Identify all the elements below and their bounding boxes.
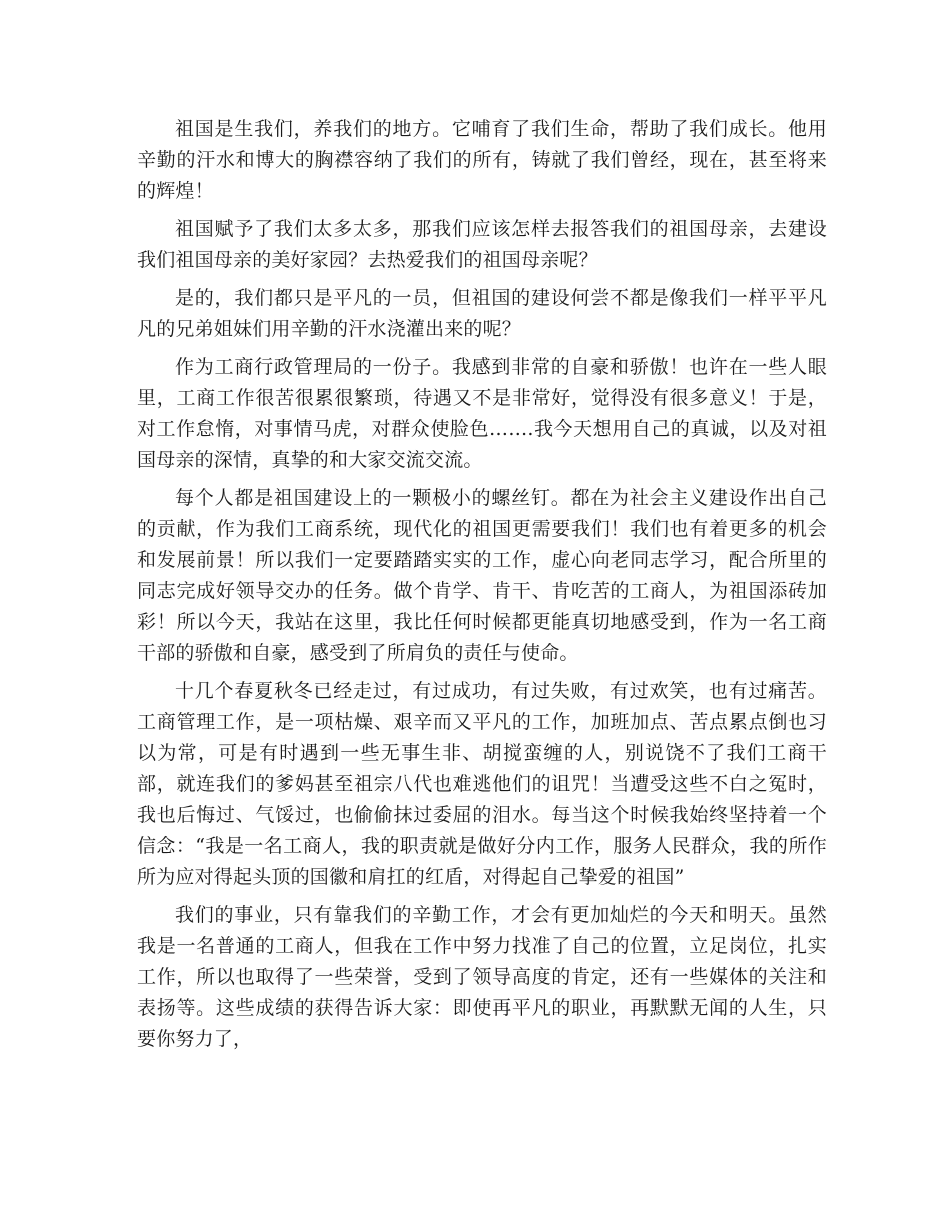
document-page — [137, 114, 827, 1055]
paragraph-1: 祖国是生我们，养我们的地方。它哺育了我们生命，帮助了我们成长。他用辛勤的汗水和博大的胸襟容纳了我们的所有，铸就了我们曾经，现在，甚至将来的辉煌！ — [137, 118, 827, 202]
paragraph-2: 祖国赋予了我们太多太多，那我们应该怎样去报答我们的祖国母亲，去建设我们祖国母亲的美好家园？去热爱我们的祖国母亲呢？ — [137, 218, 827, 271]
paragraph-4: 作为工商行政管理局的一份子。我感到非常的自豪和骄傲！也许在一些人眼里，工商工作很苦很累很繁琐，待遇又不是非常好，觉得没有很多意义！于是，对工作怠惰，对事情马虎，对群众使脸色…….我今天想用自己的真诚，以及对祖国母亲的深情，真挚的和大家交流交流。 — [137, 356, 827, 471]
paragraph-7: 我们的事业，只有靠我们的辛勤工作，才会有更加灿烂的今天和明天。虽然我是一名普通的工商人，但我在工作中努力找准了自己的位置，立足岗位，扎实工作，所以也取得了一些荣誉，受到了领导高度的肯定，还有一些媒体的关注和表扬等。这些成绩的获得告诉大家：即使再平凡的职业，再默默无闻的人生，只要你努力了， — [137, 904, 827, 1050]
paragraph-6: 十几个春夏秋冬已经走过，有过成功，有过失败，有过欢笑，也有过痛苦。工商管理工作，是一项枯燥、艰辛而又平凡的工作，加班加点、苦点累点倒也习以为常，可是有时遇到一些无事生非、胡搅蛮缠的人，别说饶不了我们工商干部，就连我们的爹妈甚至祖宗八代也难逃他们的诅咒！当遭受这些不白之冤时，我也后悔过、气馁过，也偷偷抹过委屈的泪水。每当这个时候我始终坚持着一个信念：“我是一名工商人，我的职责就是做好分内工作，服务人民群众，我的所作所为应对得起头顶的国徽和肩扛的红盾，对得起自己挚爱的祖国” — [137, 680, 827, 888]
paragraph-3: 是的，我们都只是平凡的一员，但祖国的建设何尝不都是像我们一样平平凡凡的兄弟姐妹们用辛勤的汗水浇灌出来的呢？ — [137, 287, 827, 340]
paragraph-5: 每个人都是祖国建设上的一颗极小的螺丝钉。都在为社会主义建设作出自己的贡献，作为我们工商系统，现代化的祖国更需要我们！我们也有着更多的机会和发展前景！所以我们一定要踏踏实实的工作，虚心向老同志学习，配合所里的同志完成好领导交办的任务。做个肯学、肯干、肯吃苦的工商人，为祖国添砖加彩！所以今天，我站在这里，我比任何时候都更能真切地感受到，作为一名工商干部的骄傲和自豪，感受到了所肩负的责任与使命。 — [137, 487, 827, 664]
